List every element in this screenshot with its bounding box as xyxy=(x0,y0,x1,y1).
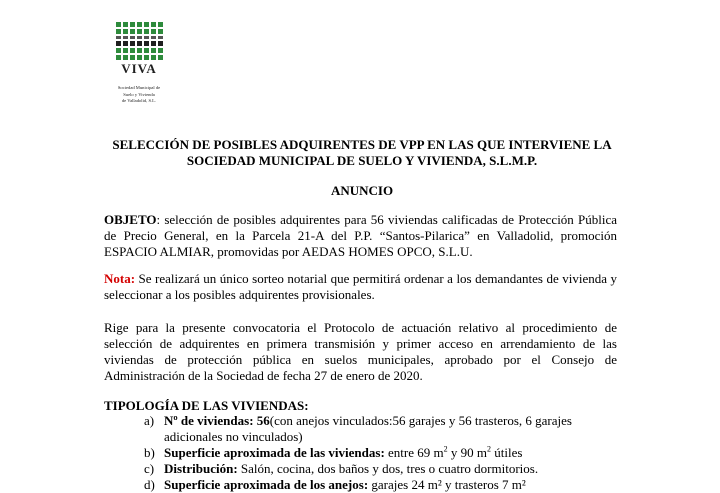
list-item-text: (con anejos vinculados:56 garajes y 56 trasteros, 6 garajes adicionales no vinculados) xyxy=(164,413,572,444)
list-item-label: Nº de viviendas: 56 xyxy=(164,413,270,428)
list-item-letter: b) xyxy=(144,445,155,460)
list-item xyxy=(104,445,617,461)
nota-text: Se realizará un único sorteo notarial que permitirá ordenar a los demandantes de vivienda y seleccionar a los posibles adquirentes provisionales. xyxy=(104,271,617,302)
superscript: 2 xyxy=(443,444,448,454)
list-item-text: útiles xyxy=(491,445,523,460)
superscript: 2 xyxy=(487,444,491,454)
rige-paragraph: Rige para la presente convocatoria el Protocolo de actuación relativo al procedimiento de selección de adquirentes en primera transmisión y primer acceso en arrendamiento de las viviendas de protección pública en suelos municipales, aprobado por el Consejo de Administración de la Sociedad de fecha 27 de enero de 2020. xyxy=(104,320,617,383)
list-item-letter: d) xyxy=(144,477,155,492)
list-item-letter: a) xyxy=(144,413,155,428)
logo-name: VIVA xyxy=(121,61,157,76)
nota-paragraph xyxy=(104,271,617,303)
objeto-label: OBJETO xyxy=(104,212,157,227)
anuncio-heading: ANUNCIO xyxy=(330,183,394,198)
list-item xyxy=(104,413,617,445)
viva-logo-icon xyxy=(114,22,164,62)
list-item xyxy=(104,477,617,493)
tipologia-list xyxy=(104,413,617,493)
list-item-label: Distribución: xyxy=(164,461,238,476)
logo-subtitle-line: Suelo y Vivienda xyxy=(123,91,155,97)
list-item xyxy=(104,461,617,477)
tipologia-heading: TIPOLOGÍA DE LAS VIVIENDAS: xyxy=(104,398,309,413)
objeto-paragraph xyxy=(104,212,617,260)
logo-subtitle-line: de Valladolid, S.L. xyxy=(121,98,157,103)
list-item-text: y 90 m xyxy=(447,445,487,460)
list-item-text: entre 69 m xyxy=(384,445,444,460)
logo-subtitle-line: Sociedad Municipal de xyxy=(117,85,161,90)
list-item-text: Salón, cocina, dos baños y dos, tres o cuatro dormitorios. xyxy=(237,461,539,476)
list-item-label: Superficie aproximada de los anejos: xyxy=(164,477,369,492)
document-title: SELECCIÓN DE POSIBLES ADQUIRENTES DE VPP EN LAS QUE INTERVIENE LA SOCIEDAD MUNICIPAL DE SUELO Y VIVIENDA, S.L.M.P. xyxy=(112,137,612,168)
objeto-text: : selección de posibles adquirentes para 56 viviendas calificadas de Protección Pública de Precio General, en la Parcela 21-A del P.P. “Santos-Pilarica” en Valladolid, promoción ESPACIO ALMIAR, promovidas por AEDAS HOMES OPCO, S.L.U. xyxy=(104,212,617,259)
logo-grid-graphic xyxy=(114,22,164,62)
list-item-label: Superficie aproximada de las viviendas: xyxy=(164,445,385,460)
nota-label: Nota: xyxy=(104,271,136,286)
list-item-letter: c) xyxy=(144,461,155,476)
list-item-text: garajes 24 m² y trasteros 7 m² xyxy=(368,477,526,492)
logo-subtitle xyxy=(106,85,172,105)
